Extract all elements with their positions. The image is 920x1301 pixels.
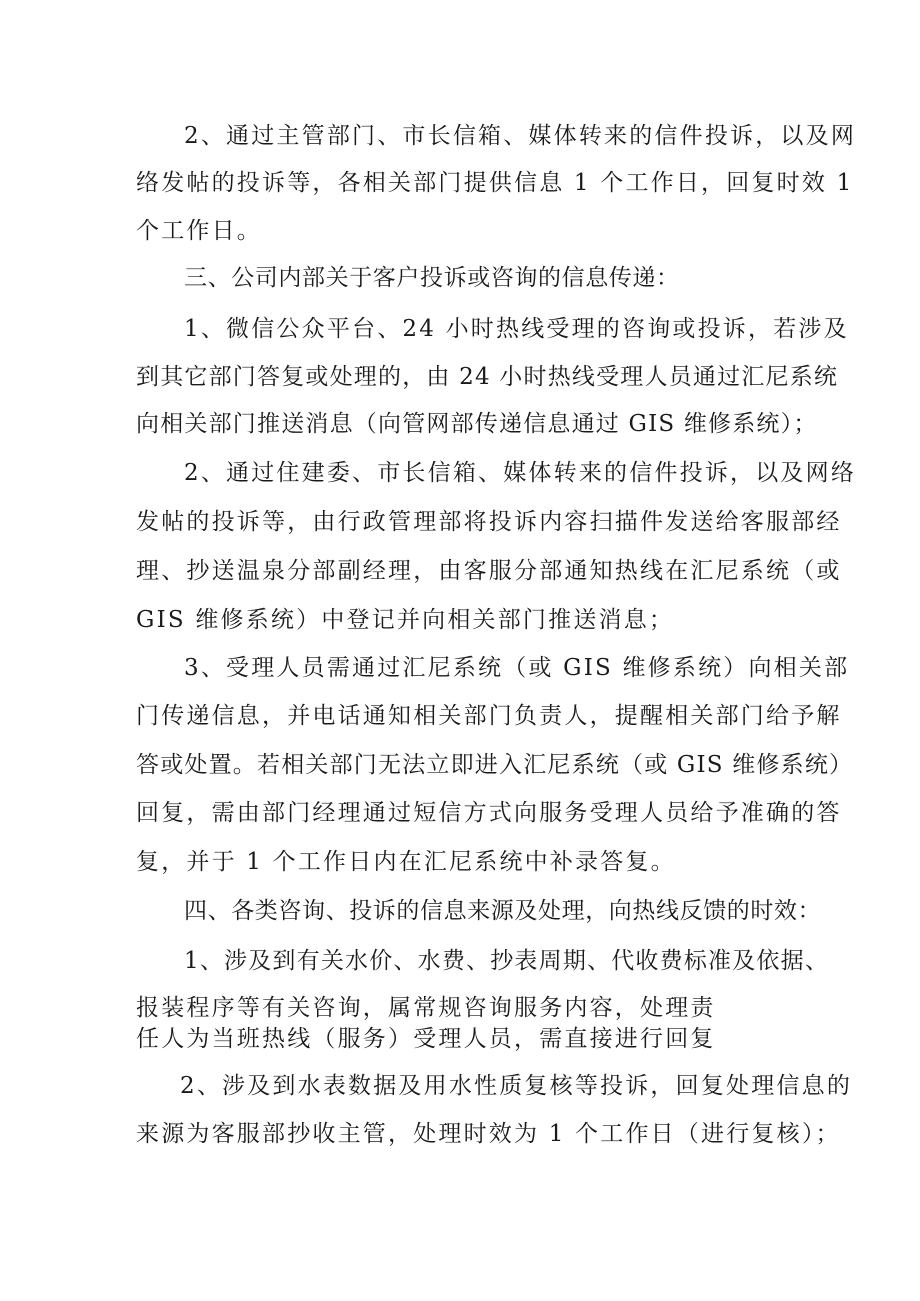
paragraph-3-line-1: 2、通过住建委、市长信箱、媒体转来的信件投诉，以及网络 bbox=[184, 460, 857, 486]
paragraph-4-line-3: 答或处置。若相关部门无法立即进入汇尼系统（或 GIS 维修系统） bbox=[136, 752, 854, 778]
paragraph-5-line-3: 任人为当班热线（服务）受理人员，需直接进行回复 bbox=[136, 1026, 716, 1052]
paragraph-3-line-3: 理、抄送温泉分部副经理，由客服分部通知热线在汇尼系统（或 bbox=[136, 558, 842, 584]
paragraph-4-line-4: 回复，需由部门经理通过短信方式向服务受理人员给予准确的答 bbox=[136, 800, 842, 826]
paragraph-6-line-2: 来源为客服部抄收主管，处理时效为 1 个工作日（进行复核）； bbox=[136, 1121, 841, 1147]
paragraph-3-line-2: 发帖的投诉等，由行政管理部将投诉内容扫描件发送给客服部经 bbox=[136, 509, 842, 535]
paragraph-2-line-3: 向相关部门推送消息（向管网部传递信息通过 GIS 维修系统）； bbox=[136, 411, 818, 437]
paragraph-3-line-4: GIS 维修系统）中登记并向相关部门推送消息； bbox=[136, 607, 675, 633]
paragraph-2-line-1: 1、微信公众平台、24 小时热线受理的咨询或投诉，若涉及 bbox=[184, 316, 849, 342]
section-heading-4: 四、各类咨询、投诉的信息来源及处理，向热线反馈的时效： bbox=[184, 898, 822, 924]
paragraph-4-line-5: 复，并于 1 个工作日内在汇尼系统中补录答复。 bbox=[136, 849, 676, 875]
section-heading-3: 三、公司内部关于客户投诉或咨询的信息传递： bbox=[184, 265, 680, 291]
paragraph-1-line-1: 2、通过主管部门、市长信箱、媒体转来的信件投诉，以及网 bbox=[184, 123, 857, 149]
paragraph-5-line-2: 报装程序等有关咨询，属常规咨询服务内容，处理责 bbox=[136, 995, 716, 1021]
paragraph-1-line-3: 个工作日。 bbox=[136, 218, 262, 244]
paragraph-6-line-1: 2、涉及到水表数据及用水性质复核等投诉，回复处理信息的 bbox=[180, 1073, 853, 1099]
paragraph-4-line-1: 3、受理人员需通过汇尼系统（或 GIS 维修系统）向相关部 bbox=[184, 655, 850, 681]
paragraph-5-line-1: 1、涉及到有关水价、水费、抄表周期、代收费标准及依据、 bbox=[184, 948, 830, 974]
paragraph-1-line-2: 络发帖的投诉等，各相关部门提供信息 1 个工作日，回复时效 1 bbox=[136, 170, 854, 196]
paragraph-2-line-2: 到其它部门答复或处理的，由 24 小时热线受理人员通过汇尼系统 bbox=[136, 364, 839, 390]
paragraph-4-line-2: 门传递信息，并电话通知相关部门负责人，提醒相关部门给予解 bbox=[136, 703, 842, 729]
